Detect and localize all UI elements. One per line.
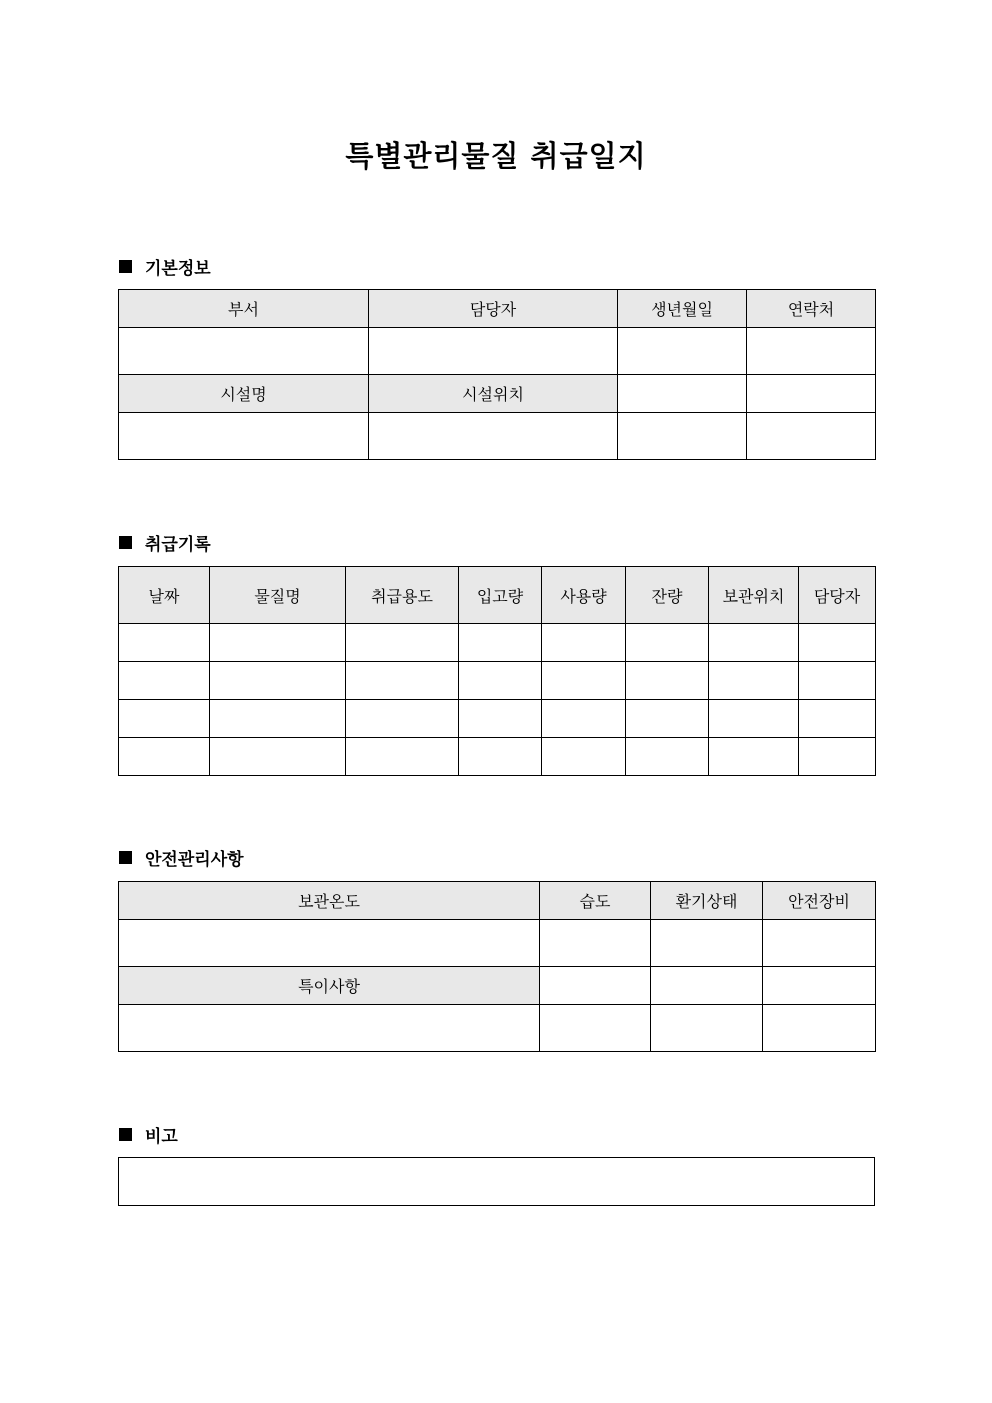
- header-substance-name: 물질명: [210, 567, 346, 624]
- basic-info-table: [118, 289, 876, 460]
- header-storage-location: 보관위치: [709, 567, 799, 624]
- cell-blank[interactable]: [763, 1005, 876, 1052]
- table-cell[interactable]: [626, 662, 709, 700]
- header-storage-temperature: 보관온도: [119, 882, 540, 920]
- table-row: [119, 662, 876, 700]
- table-cell[interactable]: [459, 738, 542, 776]
- cell-storage-temperature[interactable]: [119, 920, 540, 967]
- table-cell[interactable]: [346, 738, 459, 776]
- cell-blank[interactable]: [618, 375, 747, 413]
- square-bullet-icon: [119, 536, 132, 549]
- table-cell[interactable]: [210, 738, 346, 776]
- header-contact: 연락처: [747, 290, 876, 328]
- table-cell[interactable]: [346, 624, 459, 662]
- cell-birthdate[interactable]: [618, 328, 747, 375]
- cell-facility-location[interactable]: [369, 413, 618, 460]
- table-cell[interactable]: [119, 738, 210, 776]
- cell-blank[interactable]: [540, 967, 651, 1005]
- table-cell[interactable]: [799, 624, 876, 662]
- table-cell[interactable]: [119, 624, 210, 662]
- table-cell[interactable]: [799, 700, 876, 738]
- cell-ventilation[interactable]: [651, 920, 763, 967]
- header-facility-location: 시설위치: [369, 375, 618, 413]
- square-bullet-icon: [119, 260, 132, 273]
- cell-blank[interactable]: [618, 413, 747, 460]
- section-heading-basic-label: 기본정보: [145, 259, 211, 279]
- table-cell[interactable]: [799, 662, 876, 700]
- cell-contact[interactable]: [747, 328, 876, 375]
- table-cell[interactable]: [799, 738, 876, 776]
- table-row: [119, 700, 876, 738]
- table-cell[interactable]: [210, 624, 346, 662]
- handling-records-table: [118, 566, 876, 776]
- section-heading-remarks: [119, 1122, 178, 1147]
- section-heading-records-label: 취급기록: [145, 535, 211, 555]
- table-cell[interactable]: [709, 738, 799, 776]
- section-heading-safety: [119, 845, 244, 870]
- section-heading-remarks-label: 비고: [145, 1127, 178, 1147]
- header-used-qty: 사용량: [542, 567, 626, 624]
- header-purpose: 취급용도: [346, 567, 459, 624]
- table-cell[interactable]: [459, 624, 542, 662]
- header-humidity: 습도: [540, 882, 651, 920]
- cell-blank[interactable]: [747, 413, 876, 460]
- cell-blank[interactable]: [651, 967, 763, 1005]
- cell-manager[interactable]: [369, 328, 618, 375]
- table-cell[interactable]: [709, 624, 799, 662]
- table-cell[interactable]: [346, 662, 459, 700]
- cell-humidity[interactable]: [540, 920, 651, 967]
- header-manager: 담당자: [369, 290, 618, 328]
- header-person-in-charge: 담당자: [799, 567, 876, 624]
- table-cell[interactable]: [459, 700, 542, 738]
- table-cell[interactable]: [210, 662, 346, 700]
- table-row: [119, 624, 876, 662]
- document-title: 특별관리물질 취급일지: [345, 139, 647, 173]
- header-ventilation: 환기상태: [651, 882, 763, 920]
- table-row: [119, 738, 876, 776]
- header-special-notes: 특이사항: [119, 967, 540, 1005]
- header-date: 날짜: [119, 567, 210, 624]
- table-cell[interactable]: [709, 700, 799, 738]
- table-cell[interactable]: [119, 662, 210, 700]
- table-cell[interactable]: [709, 662, 799, 700]
- cell-blank[interactable]: [540, 1005, 651, 1052]
- remarks-field[interactable]: [119, 1158, 875, 1206]
- header-department: 부서: [119, 290, 369, 328]
- header-remaining-qty: 잔량: [626, 567, 709, 624]
- header-facility-name: 시설명: [119, 375, 369, 413]
- section-heading-records: [119, 530, 211, 555]
- table-cell[interactable]: [119, 700, 210, 738]
- header-received-qty: 입고량: [459, 567, 542, 624]
- table-cell[interactable]: [346, 700, 459, 738]
- table-cell[interactable]: [210, 700, 346, 738]
- header-safety-equipment: 안전장비: [763, 882, 876, 920]
- remarks-table: [118, 1157, 875, 1206]
- table-cell[interactable]: [542, 700, 626, 738]
- cell-safety-equipment[interactable]: [763, 920, 876, 967]
- table-cell[interactable]: [542, 738, 626, 776]
- square-bullet-icon: [119, 851, 132, 864]
- section-heading-basic: [119, 254, 211, 279]
- cell-blank[interactable]: [651, 1005, 763, 1052]
- table-cell[interactable]: [459, 662, 542, 700]
- cell-special-notes[interactable]: [119, 1005, 540, 1052]
- table-cell[interactable]: [626, 738, 709, 776]
- table-cell[interactable]: [542, 662, 626, 700]
- table-cell[interactable]: [626, 700, 709, 738]
- safety-management-table: [118, 881, 876, 1052]
- section-heading-safety-label: 안전관리사항: [145, 850, 244, 870]
- cell-blank[interactable]: [747, 375, 876, 413]
- table-cell[interactable]: [626, 624, 709, 662]
- square-bullet-icon: [119, 1128, 132, 1141]
- table-cell[interactable]: [542, 624, 626, 662]
- header-birthdate: 생년월일: [618, 290, 747, 328]
- cell-facility-name[interactable]: [119, 413, 369, 460]
- cell-department[interactable]: [119, 328, 369, 375]
- cell-blank[interactable]: [763, 967, 876, 1005]
